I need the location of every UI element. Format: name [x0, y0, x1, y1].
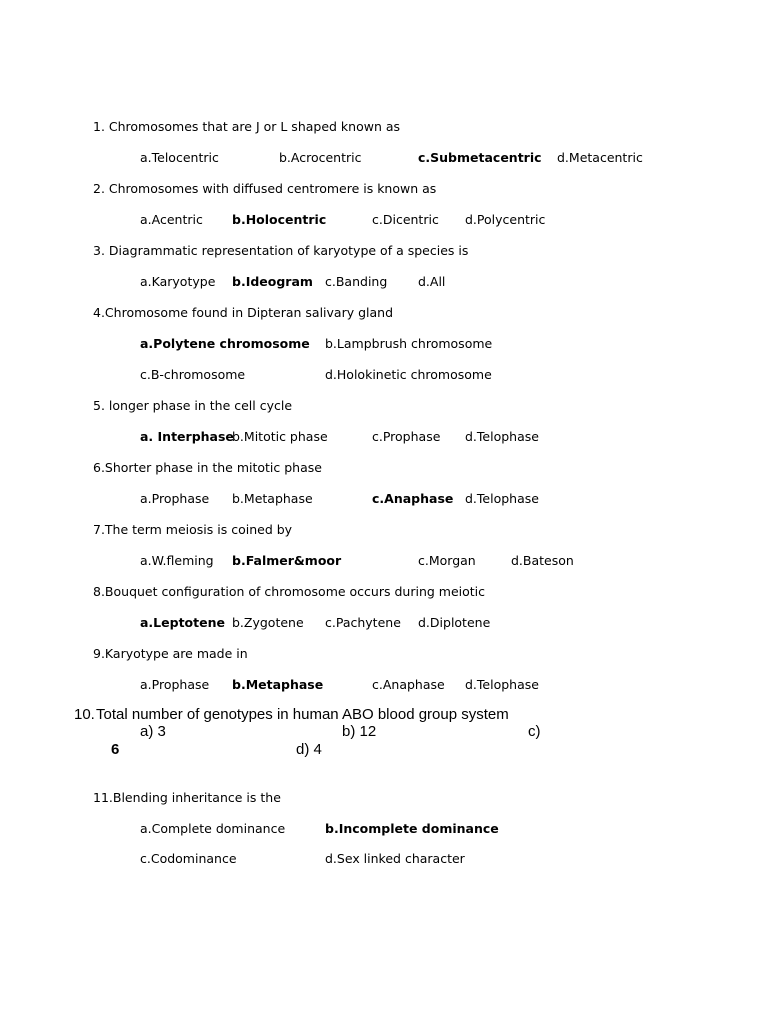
q8-option-a: a.Leptotene — [140, 615, 225, 630]
q5-option-c: c.Prophase — [372, 429, 441, 444]
q6-option-b: b.Metaphase — [232, 491, 313, 506]
q4-option-c: c.B-chromosome — [140, 367, 246, 382]
q7-option-a: a.W.fleming — [140, 553, 214, 568]
q11-option-c: c.Codominance — [140, 851, 237, 866]
q5-option-d: d.Telophase — [465, 429, 539, 444]
question-8: 8.Bouquet configuration of chromosome occurs during meiotic — [93, 584, 486, 599]
q8-option-d: d.Diplotene — [418, 615, 491, 630]
question-4: 4.Chromosome found in Dipteran salivary gland — [93, 305, 394, 320]
q8-option-c: c.Pachytene — [325, 615, 401, 630]
q4-option-a: a.Polytene chromosome — [140, 336, 310, 351]
question-6: 6.Shorter phase in the mitotic phase — [93, 460, 322, 475]
q6-option-d: d.Telophase — [465, 491, 539, 506]
q5-option-a: a. Interphase — [140, 429, 234, 444]
q9-option-a: a.Prophase — [140, 677, 210, 692]
q3-option-b: b.Ideogram — [232, 274, 313, 289]
question-7: 7.The term meiosis is coined by — [93, 522, 293, 537]
q1-option-c: c.Submetacentric — [418, 150, 542, 165]
q9-option-b: b.Metaphase — [232, 677, 324, 692]
q10-option-b: b) 12 — [342, 723, 377, 740]
q3-option-d: d.All — [418, 274, 446, 289]
q1-option-a: a.Telocentric — [140, 150, 219, 165]
q3-option-a: a.Karyotype — [140, 274, 216, 289]
q2-option-c: c.Dicentric — [372, 212, 439, 227]
question-9: 9.Karyotype are made in — [93, 646, 248, 661]
q10-option-c: c) — [528, 723, 541, 740]
q6-option-c: c.Anaphase — [372, 491, 454, 506]
q11-option-d: d.Sex linked character — [325, 851, 465, 866]
q4-option-b: b.Lampbrush chromosome — [325, 336, 493, 351]
q10-option-c-value: 6 — [111, 741, 120, 758]
q7-option-b: b.Falmer&moor — [232, 553, 342, 568]
question-1: 1. Chromosomes that are J or L shaped known as — [93, 119, 401, 134]
q11-option-a: a.Complete dominance — [140, 821, 286, 836]
q6-option-a: a.Prophase — [140, 491, 210, 506]
q1-option-d: d.Metacentric — [557, 150, 643, 165]
q4-option-d: d.Holokinetic chromosome — [325, 367, 492, 382]
q3-option-c: c.Banding — [325, 274, 388, 289]
question-10-number: 10. — [74, 706, 95, 723]
question-3: 3. Diagrammatic representation of karyotype of a species is — [93, 243, 469, 258]
q9-option-d: d.Telophase — [465, 677, 539, 692]
question-11: 11.Blending inheritance is the — [93, 790, 281, 805]
q10-option-d: d) 4 — [296, 741, 322, 758]
q8-option-b: b.Zygotene — [232, 615, 304, 630]
q2-option-b: b.Holocentric — [232, 212, 327, 227]
q11-option-b: b.Incomplete dominance — [325, 821, 499, 836]
q9-option-c: c.Anaphase — [372, 677, 445, 692]
question-2: 2. Chromosomes with diffused centromere is known as — [93, 181, 437, 196]
q2-option-d: d.Polycentric — [465, 212, 546, 227]
q7-option-c: c.Morgan — [418, 553, 476, 568]
q1-option-b: b.Acrocentric — [279, 150, 362, 165]
q5-option-b: b.Mitotic phase — [232, 429, 328, 444]
q2-option-a: a.Acentric — [140, 212, 203, 227]
q10-option-a: a) 3 — [140, 723, 166, 740]
q7-option-d: d.Bateson — [511, 553, 574, 568]
question-5: 5. longer phase in the cell cycle — [93, 398, 293, 413]
question-10: Total number of genotypes in human ABO blood group system — [96, 706, 509, 723]
